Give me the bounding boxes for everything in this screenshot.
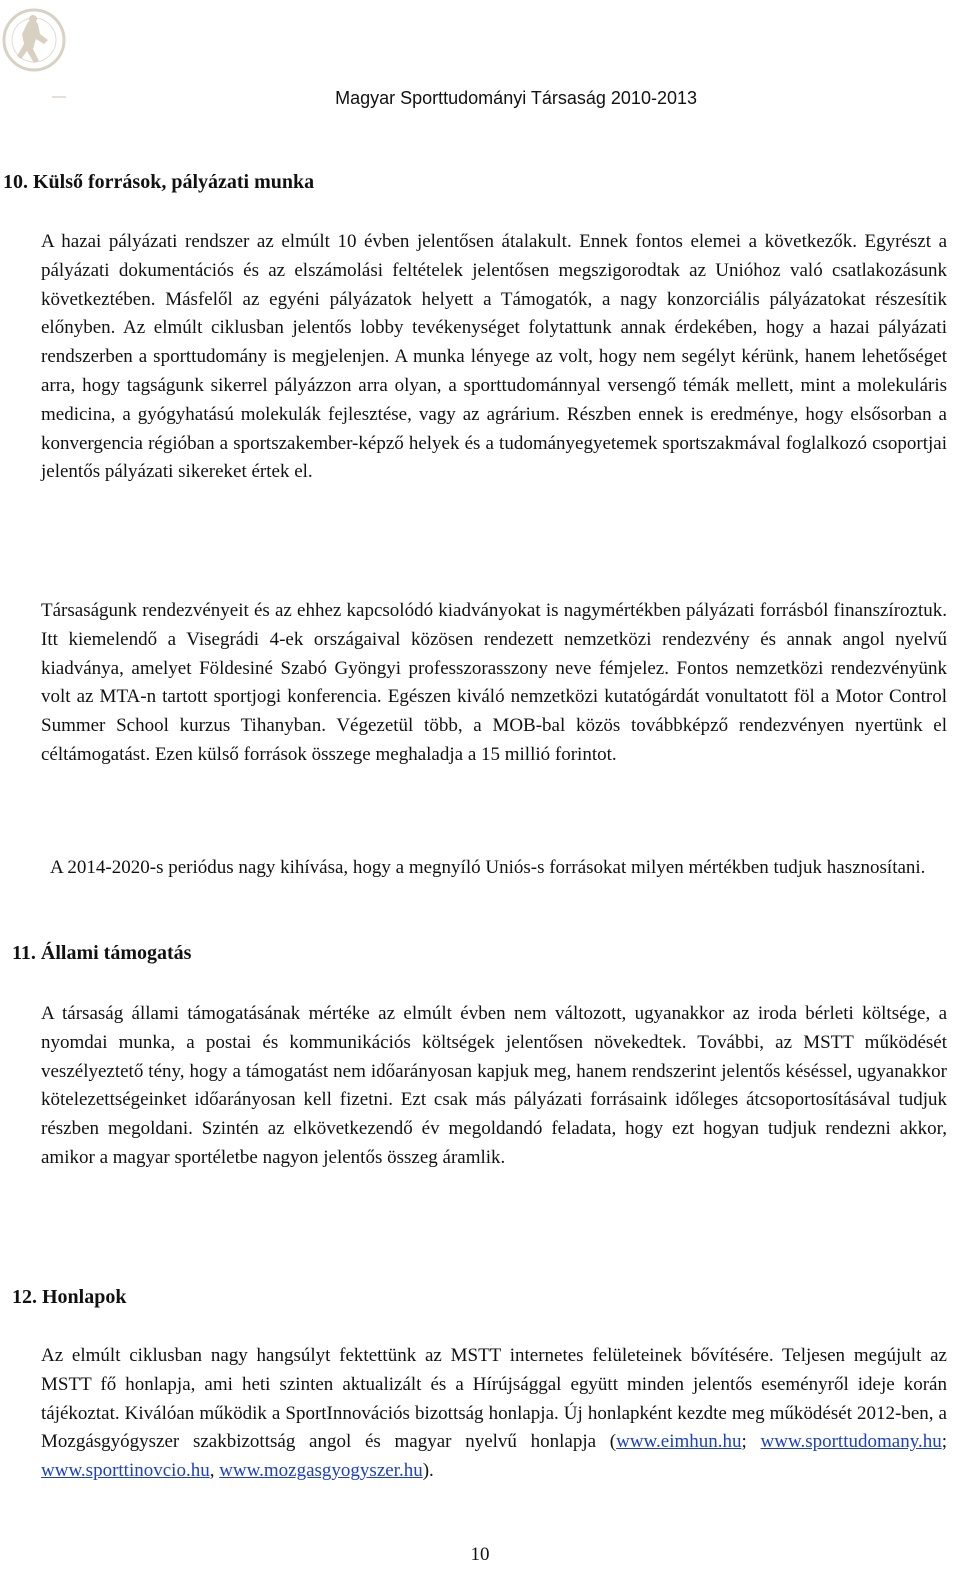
section-12-paragraph-1 [41, 1342, 947, 1486]
section-10-paragraph-3: A 2014-2020-s periódus nagy kihívása, hogy a megnyíló Uniós-s forrásokat milyen mértékben tudjuk hasznosítani. [50, 857, 926, 878]
page-number: 10 [470, 1544, 490, 1565]
link-separator: , [209, 1460, 220, 1482]
section-12-text: Az elmúlt ciklusban nagy hangsúlyt fektettünk az MSTT internetes felületeinek bővítésére. Teljesen megújult az MSTT fő honlapja, ami heti szinten aktualizált és a Hírújsággal együtt minden jelentős eseményről ideje korán tájékoztat. Kiválóan működik a SportInnovációs bizottság honlapja. Új honlapként kezdte meg működését 2012-ben, a Mozgásgyógyszer szakbizottság angol és magyar nyelvű honlapja ( [41, 1345, 947, 1453]
section-10-paragraph-1: A hazai pályázati rendszer az elmúlt 10 évben jelentősen átalakult. Ennek fontos elemei a következők. Egyrészt a pályázati dokumentációs és az elszámolási feltételek jelentősen megszigorodtak az Unióhoz való csatlakozásunk következtében. Másfelől az egyéni pályázatok helyett a Támogatók, a nagy konzorciális pályázatokat részesítik előnyben. Az elmúlt ciklusban jelentős lobby tevékenységet folytattunk annak érdekében, hogy a hazai pályázati rendszerben a sporttudomány is megjelenjen. A munka lényege az volt, hogy nem segélyt kérünk, hanem lehetőséget arra, hogy tagságunk sikerrel pályázzon arra olyan, a sporttudománnyal versengő témák mellett, mint a molekuláris medicina, a gyógyhatású molekulák fejlesztése, vagy az agrárium. Részben ennek is eredménye, hogy elsősorban a konvergencia régióban a sportszakember-képző helyek és a tudományegyetemek sportszakmával foglalkozó csoportjai jelentős pályázati sikereket értek el. [41, 231, 947, 483]
section-10-paragraph-2: Társaságunk rendezvényeit és az ehhez kapcsolódó kiadványokat is nagymértékben pályázati forrásból finanszíroztuk. Itt kiemelendő a Visegrádi 4-ek országaival közösen rendezett nemzetközi rendezvény és annak angol nyelvű kiadványa, amelyet Földesiné Szabó Gyöngyi professzorasszony neve fémjelez. Fontos nemzetközi rendezvényünk volt az MTA-n tartott sportjogi konferencia. Egészen kiváló nemzetközi kutatógárdát vonultatott föl a Motor Control Summer School kurzus Tihanyban. Végezetül több, a MOB-bal közös továbbképző rendezvényen nyertünk el céltámogatást. Ezen külső források összege meghaladja a 15 millió forintot. [41, 600, 947, 765]
link-eimhun[interactable]: www.eimhun.hu [616, 1431, 742, 1453]
link-separator: ; [741, 1431, 761, 1453]
link-sporttudomany[interactable]: www.sporttudomany.hu [760, 1431, 942, 1453]
section-11-heading: 11. Állami támogatás [12, 942, 192, 964]
section-10-heading: 10. Külső források, pályázati munka [3, 171, 315, 193]
link-separator: ; [941, 1431, 947, 1453]
section-12-heading: 12. Honlapok [12, 1286, 127, 1308]
link-sporttinovcio[interactable]: www.sporttinovcio.hu [41, 1460, 210, 1482]
closing-text: ). [422, 1460, 434, 1482]
society-logo [0, 0, 70, 100]
link-mozgasgyogyszer[interactable]: www.mozgasgyogyszer.hu [219, 1460, 423, 1482]
header-title: Magyar Sporttudományi Társaság 2010-2013 [335, 88, 697, 108]
section-11-paragraph-1: A társaság állami támogatásának mértéke az elmúlt évben nem változott, ugyanakkor az iroda bérleti költsége, a nyomdai munka, a postai és kommunikációs költségek jelentősen növekedtek. További, az MSTT működését veszélyeztető tény, hogy a támogatást nem időarányosan kapjuk meg, hanem rendszerint jelentős késéssel, ugyanakkor kötelezettségeinket időarányosan kell fizetni. Ezt csak más pályázati forrásaink időleges átcsoportosításával tudjuk részben megoldani. Szintén az elkövetkezendő év megoldandó feladata, hogy ezt hogyan tudjuk rendezni akkor, amikor a magyar sportéletbe nagyon jelentős összeg áramlik. [41, 1003, 947, 1168]
